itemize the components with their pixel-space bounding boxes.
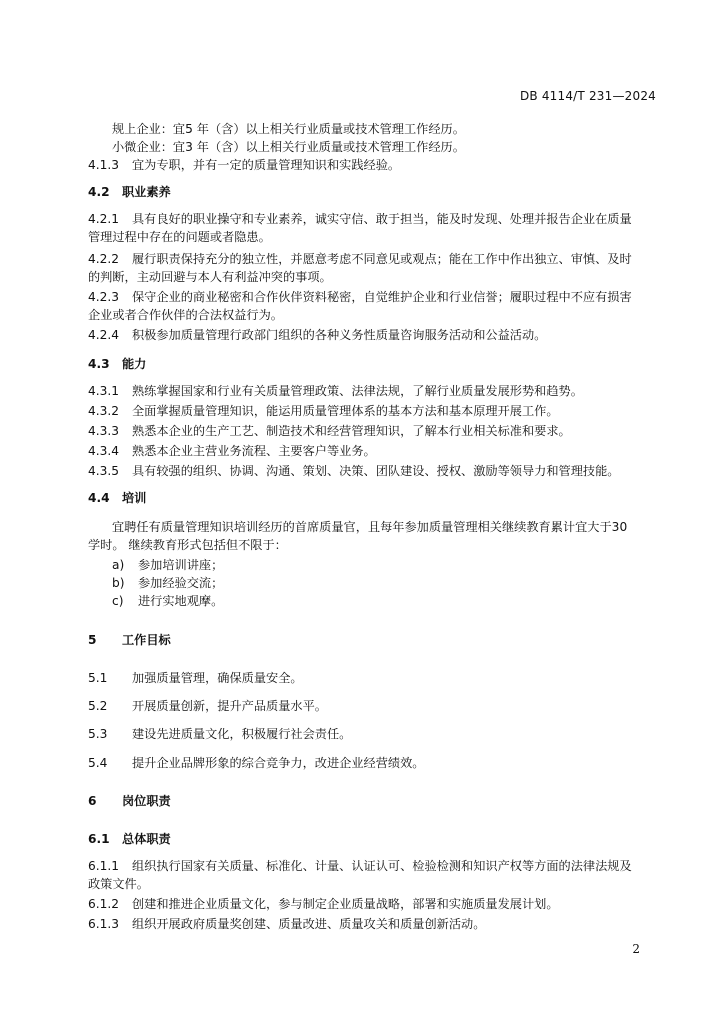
- list-text: 进行实地观摩。: [138, 594, 224, 608]
- heading-number: 4.4: [88, 491, 110, 505]
- list-label: b): [112, 576, 125, 590]
- clause-number: 4.2.2: [88, 252, 120, 266]
- heading-text: 工作目标: [122, 633, 171, 647]
- paragraph: 小微企业：宜3 年（含）以上相关行业质量或技术管理工作经历。: [112, 140, 465, 154]
- clause-text: 履行职责保持充分的独立性，并愿意考虑不同意见或观点；能在工作中作出独立、审慎、及时: [132, 252, 632, 266]
- list-item: [112, 593, 684, 610]
- clause: [88, 896, 660, 913]
- paragraph: 宜聘任有质量管理知识培训经历的首席质量官，且每年参加质量管理相关继续教育累计宜大于30: [112, 520, 628, 534]
- clause-number: 6.1.2: [88, 897, 120, 911]
- clause: [88, 327, 660, 344]
- continuation-line: 学时。 继续教育形式包括但不限于：: [88, 538, 287, 552]
- clause-text: 熟悉本企业的生产工艺、制造技术和经营管理知识，了解本行业相关标准和要求。: [132, 424, 571, 438]
- list-label: c): [112, 594, 124, 608]
- clause-text: 提升企业品牌形象的综合竞争力，改进企业经营绩效。: [132, 756, 425, 770]
- list-label: a): [112, 558, 125, 572]
- clause: [88, 251, 660, 268]
- clause-number: 4.3.5: [88, 464, 120, 478]
- continuation-line: 的判断，主动回避与本人有利益冲突的事项。: [88, 270, 332, 284]
- section-heading: [88, 831, 660, 848]
- clause-number: 4.3.1: [88, 384, 120, 398]
- heading-text: 岗位职责: [122, 794, 171, 808]
- clause-text: 积极参加质量管理行政部门组织的各种义务性质量咨询服务活动和公益活动。: [132, 328, 547, 342]
- heading-text: 总体职责: [122, 832, 171, 846]
- heading-number: 6: [88, 794, 97, 808]
- section-heading: [88, 184, 660, 201]
- clause: [88, 423, 660, 440]
- clause: [88, 443, 660, 460]
- clause-text: 熟练掌握国家和行业有关质量管理政策、法律法规，了解行业质量发展形势和趋势。: [132, 384, 583, 398]
- clause-number: 4.3.2: [88, 404, 120, 418]
- clause-number: 4.2.4: [88, 328, 120, 342]
- heading-number: 4.3: [88, 357, 110, 371]
- list-item: [112, 575, 684, 592]
- clause: [88, 916, 660, 933]
- clause: [88, 289, 660, 306]
- list-text: 参加培训讲座；: [138, 558, 224, 572]
- clause: [88, 403, 660, 420]
- clause-number: 5.2: [88, 699, 108, 713]
- continuation-line: 企业或者合作伙伴的合法权益行为。: [88, 308, 283, 322]
- clause: [88, 698, 660, 715]
- clause: [88, 726, 660, 743]
- clause: [88, 755, 660, 772]
- clause: [88, 157, 660, 174]
- clause-text: 组织执行国家有关质量、标准化、计量、认证认可、检验检测和知识产权等方面的法律法规及: [132, 859, 632, 873]
- clause-number: 4.3.4: [88, 444, 120, 458]
- clause: [88, 463, 660, 480]
- section-heading: [88, 490, 660, 507]
- page-number: 2: [632, 942, 640, 956]
- clause-text: 建设先进质量文化，积极履行社会责任。: [132, 727, 352, 741]
- clause-number: 5.4: [88, 756, 108, 770]
- continuation-line: 政策文件。: [88, 877, 149, 891]
- clause: [88, 670, 660, 687]
- heading-text: 培训: [122, 491, 147, 505]
- clause: [88, 211, 660, 228]
- clause-number: 4.3.3: [88, 424, 120, 438]
- heading-text: 能力: [122, 357, 147, 371]
- clause-number: 5.1: [88, 671, 108, 685]
- clause: [88, 858, 660, 875]
- clause-text: 具有良好的职业操守和专业素养，诚实守信、敢于担当，能及时发现、处理并报告企业在质量: [132, 212, 632, 226]
- clause-number: 4.1.3: [88, 158, 120, 172]
- paragraph: 规上企业：宜5 年（含）以上相关行业质量或技术管理工作经历。: [112, 122, 465, 136]
- list-item: [112, 557, 684, 574]
- clause-number: 4.2.1: [88, 212, 120, 226]
- clause-number: 4.2.3: [88, 290, 120, 304]
- clause-text: 熟悉本企业主营业务流程、主要客户等业务。: [132, 444, 376, 458]
- clause-text: 保守企业的商业秘密和合作伙伴资料秘密，自觉维护企业和行业信誉；履职过程中不应有损害: [132, 290, 632, 304]
- section-heading: [88, 632, 660, 649]
- heading-number: 4.2: [88, 185, 110, 199]
- clause-text: 宜为专职，并有一定的质量管理知识和实践经验。: [132, 158, 401, 172]
- list-text: 参加经验交流；: [138, 576, 224, 590]
- clause-text: 开展质量创新，提升产品质量水平。: [132, 699, 327, 713]
- heading-number: 6.1: [88, 832, 110, 846]
- clause-number: 6.1.3: [88, 917, 120, 931]
- clause-text: 具有较强的组织、协调、沟通、策划、决策、团队建设、授权、激励等领导力和管理技能。: [132, 464, 620, 478]
- clause-text: 组织开展政府质量奖创建、质量改进、质量攻关和质量创新活动。: [132, 917, 486, 931]
- clause-text: 加强质量管理，确保质量安全。: [132, 671, 303, 685]
- standard-code: DB 4114/T 231—2024: [519, 89, 656, 103]
- section-heading: [88, 793, 660, 810]
- clause: [88, 383, 660, 400]
- heading-text: 职业素养: [122, 185, 171, 199]
- clause-number: 5.3: [88, 727, 108, 741]
- continuation-line: 管理过程中存在的问题或者隐患。: [88, 230, 271, 244]
- heading-number: 5: [88, 633, 97, 647]
- clause-number: 6.1.1: [88, 859, 120, 873]
- clause-text: 全面掌握质量管理知识，能运用质量管理体系的基本方法和基本原理开展工作。: [132, 404, 559, 418]
- section-heading: [88, 356, 660, 373]
- clause-text: 创建和推进企业质量文化，参与制定企业质量战略，部署和实施质量发展计划。: [132, 897, 559, 911]
